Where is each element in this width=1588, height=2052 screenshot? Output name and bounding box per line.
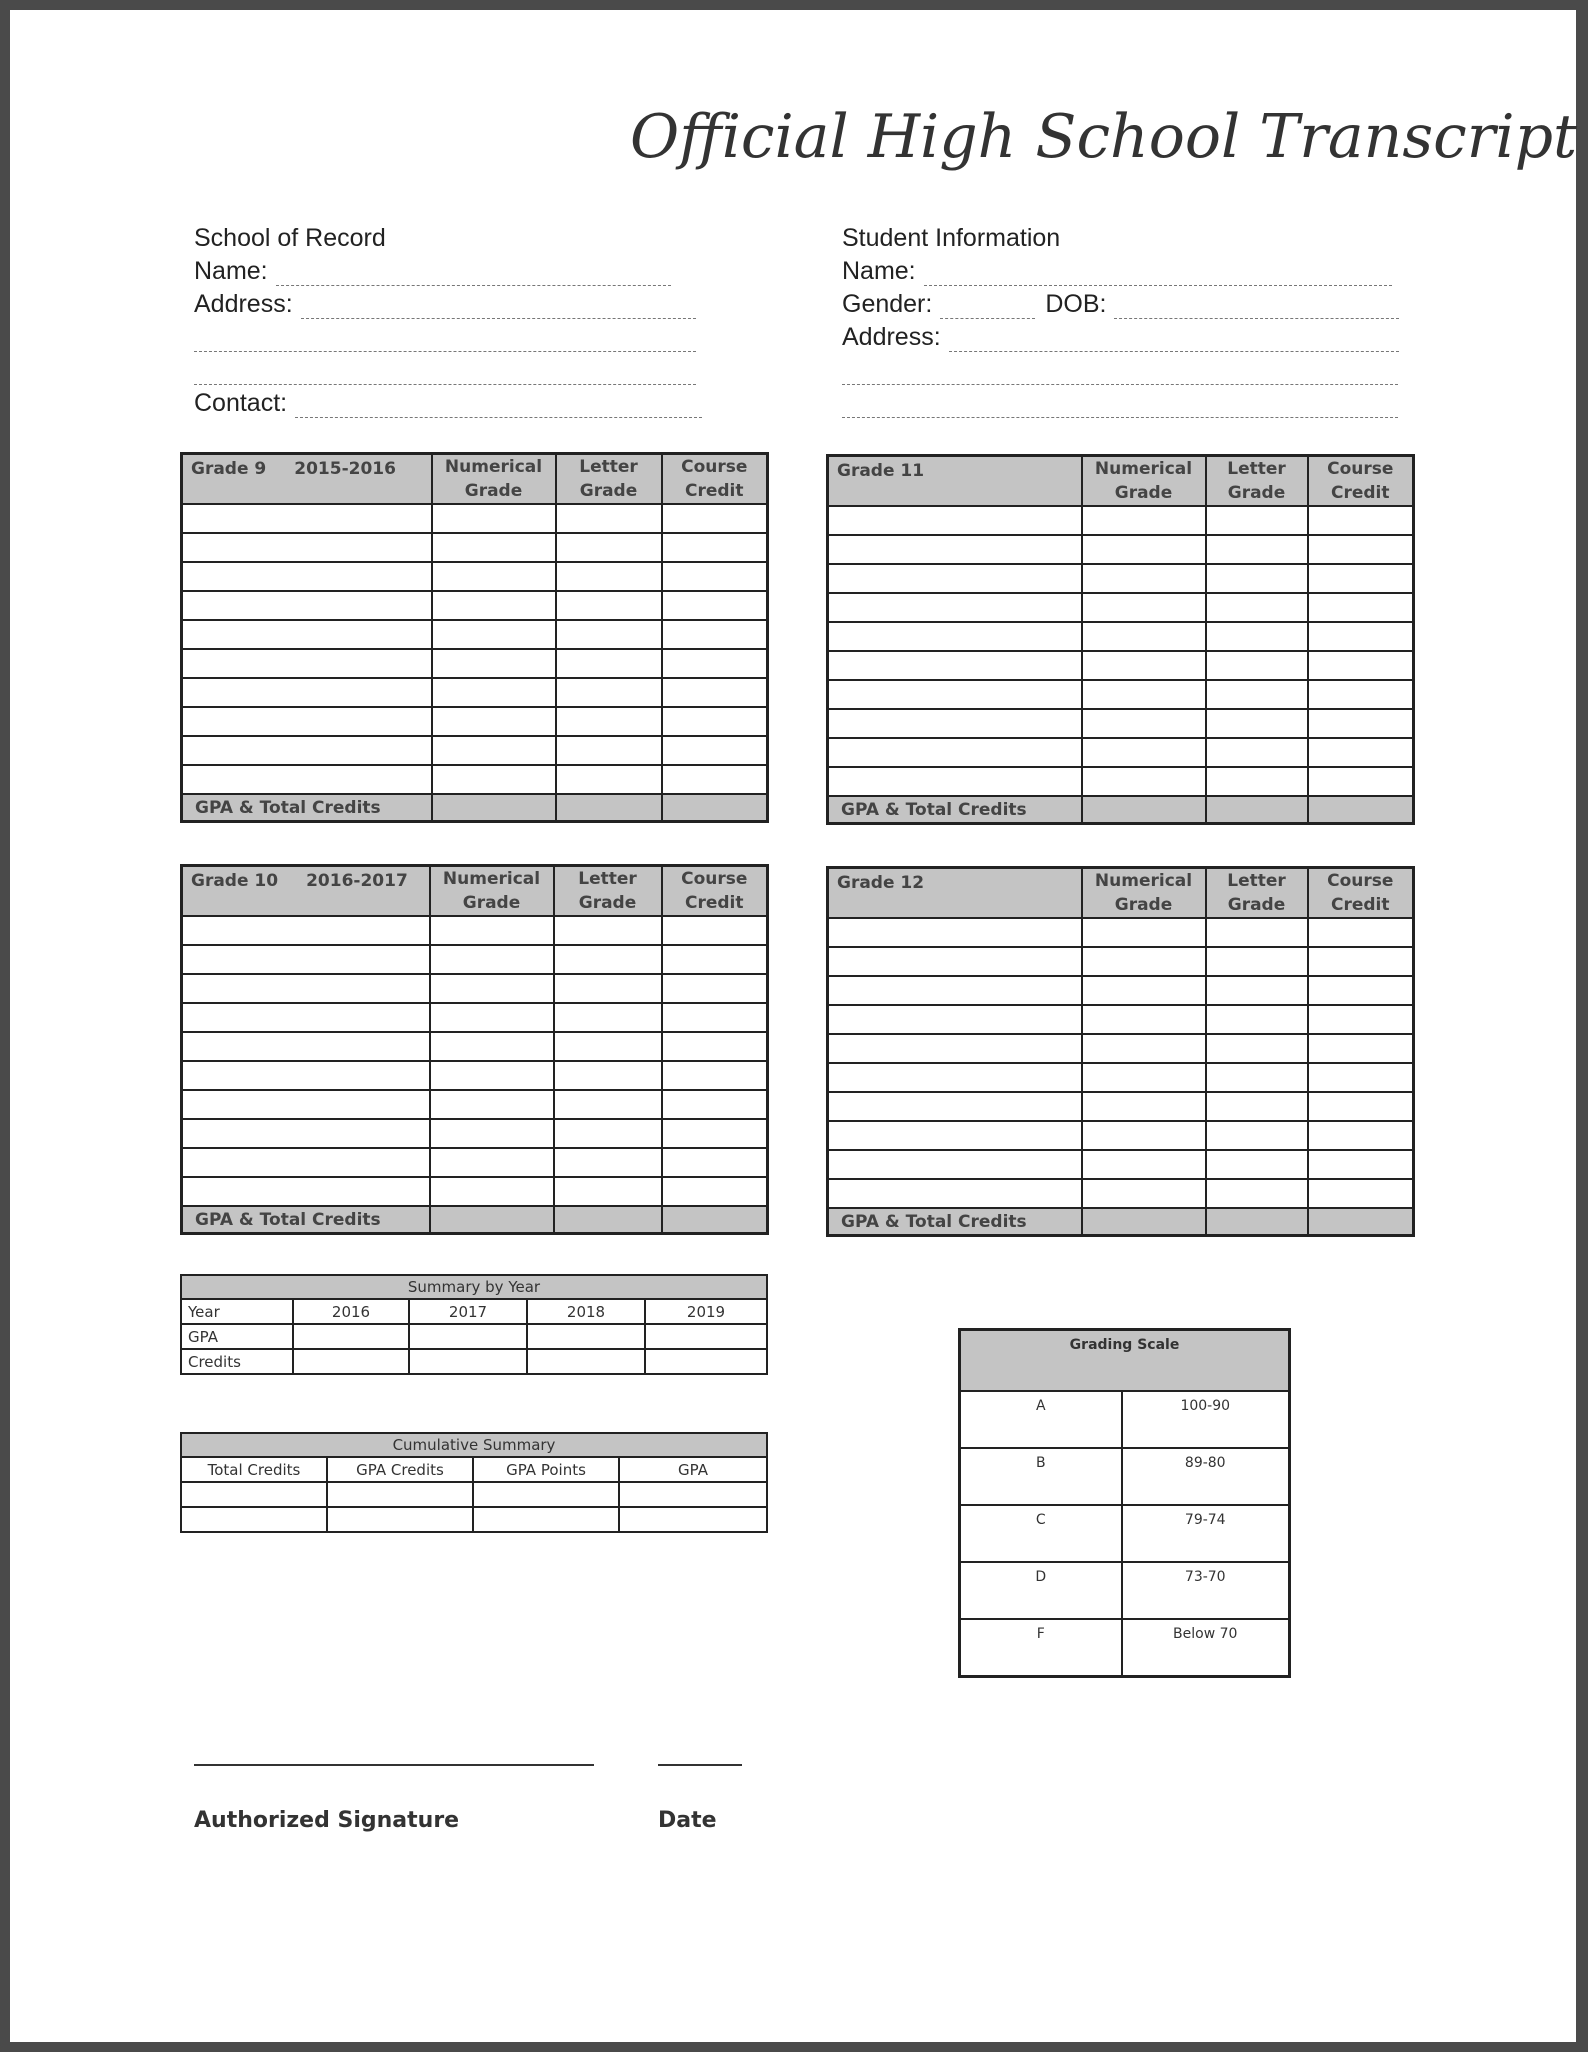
course-name-cell[interactable] [182,1177,430,1206]
course-name-cell[interactable] [182,945,430,974]
course-credit-header: Course [681,869,748,889]
school-of-record [194,220,702,418]
course-credit-header: Course [1327,871,1394,891]
numerical-grade-header: Numerical [444,457,543,477]
course-row [182,974,768,1003]
gpa-total-credits-label: GPA & Total Credits [828,1208,1082,1236]
course-row [828,767,1414,796]
course-row [828,680,1414,709]
grade-cell[interactable] [1308,651,1414,680]
course-name-cell[interactable] [828,1063,1082,1092]
credits-row-label: Credits [181,1349,293,1374]
grade-cell[interactable] [430,1119,554,1148]
gpa-total-credits-label: GPA & Total Credits [182,1206,430,1234]
grade-cell[interactable] [1308,535,1414,564]
grade-cell[interactable] [1206,947,1308,976]
year-2017: 2017 [409,1299,527,1324]
student-address-label: Address: [842,323,941,351]
grade-cell[interactable] [1082,1179,1206,1208]
year-2016: 2016 [293,1299,409,1324]
grade-cell[interactable] [1082,680,1206,709]
grade-cell[interactable] [1206,1034,1308,1063]
course-name-cell[interactable] [828,709,1082,738]
grade-12-table: Grade 12 Numerical Grade Letter Grade Course Credit GPA & Total Credits [826,866,1415,1237]
grade-cell[interactable] [1206,593,1308,622]
grade-cell[interactable] [432,562,556,591]
grade-cell[interactable] [1082,622,1206,651]
course-name-cell[interactable] [182,620,432,649]
credits-cell[interactable] [527,1349,645,1374]
course-row [828,1121,1414,1150]
grade-cell[interactable] [432,707,556,736]
cumulative-summary-table [180,1432,768,1533]
grade-cell[interactable] [554,1148,662,1177]
course-name-cell[interactable] [182,504,432,533]
course-name-cell[interactable] [828,767,1082,796]
course-row [828,1034,1414,1063]
grade-cell[interactable] [1082,535,1206,564]
grade-cell[interactable] [1308,738,1414,767]
course-row [828,1179,1414,1208]
gpa-points-header: GPA Points [473,1457,619,1482]
letter-grade-header: Letter [1227,459,1286,479]
school-name-label: Name: [194,257,268,285]
grade-cell[interactable] [430,1090,554,1119]
grade-cell[interactable] [662,707,768,736]
course-row [182,765,768,794]
student-dob-label: DOB: [1045,290,1107,318]
course-name-cell[interactable] [182,974,430,1003]
cumulative-summary-caption: Cumulative Summary [181,1433,767,1457]
gpa-cell[interactable] [527,1324,645,1349]
gpa-cell[interactable] [293,1324,409,1349]
grade-cell[interactable] [1206,1150,1308,1179]
course-row [828,1005,1414,1034]
grade-cell[interactable] [1206,622,1308,651]
grade-cell[interactable] [662,533,768,562]
course-name-cell[interactable] [182,916,430,945]
grade-cell[interactable] [1206,738,1308,767]
scale-range: 79-74 [1122,1505,1290,1562]
grade-9-table: Grade 9 2015-2016 Numerical Grade Letter Grade Course Credit GPA & Total Credits [180,452,769,823]
course-credit-header: Course [1327,459,1394,479]
course-name-cell[interactable] [828,947,1082,976]
grade-10-year: 2016-2017 [306,871,408,891]
grade-cell[interactable] [430,1061,554,1090]
scale-letter: C [960,1505,1122,1562]
grade-cell[interactable] [556,504,662,533]
grade-10-table: Grade 10 2016-2017 Numerical Grade Letter Grade Course Credit GPA & Total Credits [180,864,769,1235]
cumulative-cell[interactable] [181,1482,327,1507]
grade-cell[interactable] [430,945,554,974]
school-address-field[interactable] [301,296,696,319]
grade-cell[interactable] [1206,1005,1308,1034]
grade-cell[interactable] [1308,709,1414,738]
grade-cell[interactable] [1308,506,1414,535]
student-information [842,220,1399,418]
course-name-cell[interactable] [828,1150,1082,1179]
grade-cell[interactable] [1308,947,1414,976]
gpa-total-credits-label: GPA & Total Credits [182,794,432,822]
course-row [182,1090,768,1119]
year-2019: 2019 [645,1299,767,1324]
date-label: Date [658,1808,717,1833]
grade-cell[interactable] [1082,976,1206,1005]
course-row [182,945,768,974]
grade-cell[interactable] [662,562,768,591]
grade-cell[interactable] [662,1032,768,1061]
grade-cell[interactable] [1206,767,1308,796]
grade-cell[interactable] [662,1148,768,1177]
course-row [182,649,768,678]
course-name-cell[interactable] [828,918,1082,947]
grade-cell[interactable] [432,649,556,678]
school-contact-field[interactable] [295,395,702,418]
grade-cell[interactable] [556,562,662,591]
school-name-field[interactable] [276,263,671,286]
course-name-cell[interactable] [828,976,1082,1005]
letter-grade-header: Letter [1227,871,1286,891]
grading-scale-caption: Grading Scale [960,1330,1290,1392]
student-name-field[interactable] [924,263,1392,286]
scale-range: 89-80 [1122,1448,1290,1505]
gpa-header: GPA [619,1457,767,1482]
cumulative-cell[interactable] [619,1507,767,1532]
course-row [182,562,768,591]
grade-9-label: Grade 9 [191,459,267,479]
date-line[interactable] [658,1764,742,1766]
credits-cell[interactable] [293,1349,409,1374]
grading-scale-table [958,1328,1291,1678]
grade-cell[interactable] [662,1003,768,1032]
grade-cell[interactable] [1082,1092,1206,1121]
grade-cell[interactable] [556,707,662,736]
course-name-cell[interactable] [828,738,1082,767]
course-row [182,620,768,649]
course-name-cell[interactable] [182,562,432,591]
grade-cell[interactable] [662,649,768,678]
grade-cell[interactable] [556,736,662,765]
grade-cell[interactable] [662,974,768,1003]
grade-cell[interactable] [554,1003,662,1032]
course-name-cell[interactable] [182,736,432,765]
course-row [182,504,768,533]
grade-cell[interactable] [1206,709,1308,738]
grade-cell[interactable] [1206,680,1308,709]
grade-cell[interactable] [556,649,662,678]
course-name-cell[interactable] [828,680,1082,709]
grade-cell[interactable] [554,945,662,974]
summary-by-year-table [180,1274,768,1375]
grade-cell[interactable] [1308,622,1414,651]
grade-cell[interactable] [662,736,768,765]
grade-cell[interactable] [1082,506,1206,535]
year-label: Year [181,1299,293,1324]
school-address-label: Address: [194,290,293,318]
grade-cell[interactable] [662,765,768,794]
grade-cell[interactable] [432,765,556,794]
grade-9-year: 2015-2016 [294,459,396,479]
grade-cell[interactable] [1082,1150,1206,1179]
cumulative-cell[interactable] [327,1507,473,1532]
grade-cell[interactable] [554,1061,662,1090]
grade-cell[interactable] [432,678,556,707]
numerical-grade-header: Numerical [442,869,541,889]
course-row [828,535,1414,564]
course-row [828,976,1414,1005]
gpa-credits-header: GPA Credits [327,1457,473,1482]
grade-cell[interactable] [1082,593,1206,622]
grade-cell[interactable] [662,504,768,533]
grade-10-label: Grade 10 [191,871,279,891]
grade-cell[interactable] [556,620,662,649]
cumulative-cell[interactable] [619,1482,767,1507]
grade-cell[interactable] [662,620,768,649]
summary-by-year-caption: Summary by Year [181,1275,767,1299]
grade-cell[interactable] [430,1032,554,1061]
course-row [182,1119,768,1148]
student-address-line-3[interactable] [842,395,1398,418]
grade-cell[interactable] [1206,1063,1308,1092]
course-name-cell[interactable] [828,535,1082,564]
grade-cell[interactable] [1206,1092,1308,1121]
grade-cell[interactable] [430,974,554,1003]
letter-grade-header: Letter [578,869,637,889]
grade-cell[interactable] [556,678,662,707]
course-row [182,707,768,736]
grade-cell[interactable] [1308,976,1414,1005]
cumulative-cell[interactable] [473,1507,619,1532]
grade-cell[interactable] [1082,1034,1206,1063]
scale-range: Below 70 [1122,1619,1290,1677]
grade-cell[interactable] [554,1119,662,1148]
cumulative-cell[interactable] [473,1482,619,1507]
grade-cell[interactable] [554,1090,662,1119]
grade-cell[interactable] [1082,564,1206,593]
grade-cell[interactable] [1308,1034,1414,1063]
numerical-grade-header: Numerical [1094,871,1193,891]
grade-cell[interactable] [554,974,662,1003]
signature-line[interactable] [194,1764,594,1766]
grade-cell[interactable] [556,591,662,620]
grade-cell[interactable] [1206,976,1308,1005]
grade-cell[interactable] [1082,1005,1206,1034]
grade-cell[interactable] [662,1119,768,1148]
grade-cell[interactable] [1206,1179,1308,1208]
grade-cell[interactable] [1206,535,1308,564]
grade-cell[interactable] [1082,947,1206,976]
grade-12-label: Grade 12 [837,873,925,893]
grade-cell[interactable] [432,736,556,765]
course-name-cell[interactable] [182,649,432,678]
gpa-total-credits-label: GPA & Total Credits [828,796,1082,824]
school-address-line-3[interactable] [194,362,696,385]
course-name-cell[interactable] [182,1032,430,1061]
grade-cell[interactable] [1082,651,1206,680]
course-row [182,591,768,620]
gpa-row-label: GPA [181,1324,293,1349]
gpa-cell[interactable] [409,1324,527,1349]
grade-cell[interactable] [1308,564,1414,593]
course-row [828,1150,1414,1179]
course-credit-header: Course [681,457,748,477]
course-name-cell[interactable] [828,1034,1082,1063]
course-name-cell[interactable] [828,1121,1082,1150]
total-credits-header: Total Credits [181,1457,327,1482]
grade-cell[interactable] [1308,1150,1414,1179]
student-name-label: Name: [842,257,916,285]
course-name-cell[interactable] [828,506,1082,535]
numerical-grade-header: Numerical [1094,459,1193,479]
grade-cell[interactable] [662,945,768,974]
grade-11-label: Grade 11 [837,461,925,481]
grade-cell[interactable] [1082,918,1206,947]
grade-cell[interactable] [430,1003,554,1032]
grade-cell[interactable] [1082,1121,1206,1150]
grade-cell[interactable] [432,620,556,649]
grade-cell[interactable] [1308,918,1414,947]
scale-letter: A [960,1391,1122,1448]
course-name-cell[interactable] [182,1148,430,1177]
year-2018: 2018 [527,1299,645,1324]
course-name-cell[interactable] [828,1179,1082,1208]
student-gender-field[interactable] [940,296,1035,319]
grade-cell[interactable] [554,1177,662,1206]
course-row [828,709,1414,738]
credits-cell[interactable] [409,1349,527,1374]
school-contact-label: Contact: [194,389,288,417]
course-row [828,1063,1414,1092]
course-row [828,738,1414,767]
grade-cell[interactable] [430,916,554,945]
grade-cell[interactable] [1308,680,1414,709]
scale-letter: D [960,1562,1122,1619]
transcript-page [10,10,1576,2042]
grade-cell[interactable] [662,591,768,620]
course-row [828,593,1414,622]
course-row [182,1032,768,1061]
student-dob-field[interactable] [1114,296,1399,319]
scale-range: 100-90 [1122,1391,1290,1448]
grade-cell[interactable] [1206,1121,1308,1150]
grade-cell[interactable] [554,1032,662,1061]
grade-11-table: Grade 11 Numerical Grade Letter Grade Course Credit GPA & Total Credits [826,454,1415,825]
course-name-cell[interactable] [182,1090,430,1119]
grade-cell[interactable] [1308,1179,1414,1208]
course-row [828,651,1414,680]
course-name-cell[interactable] [182,591,432,620]
grade-cell[interactable] [1082,709,1206,738]
course-row [828,947,1414,976]
course-row [828,622,1414,651]
grade-cell[interactable] [1308,1092,1414,1121]
school-heading: School of Record [194,224,386,252]
scale-letter: B [960,1448,1122,1505]
page-title: Official High School Transcript [630,102,1578,172]
course-row [182,1177,768,1206]
grade-cell[interactable] [1308,593,1414,622]
course-name-cell[interactable] [182,678,432,707]
school-address-line-2[interactable] [194,329,696,352]
course-row [828,564,1414,593]
grade-cell[interactable] [662,1090,768,1119]
course-name-cell[interactable] [182,707,432,736]
course-name-cell[interactable] [828,1092,1082,1121]
grade-cell[interactable] [1308,1121,1414,1150]
grade-cell[interactable] [662,1177,768,1206]
grade-cell[interactable] [1082,767,1206,796]
gpa-cell[interactable] [645,1324,767,1349]
course-name-cell[interactable] [182,765,432,794]
grade-cell[interactable] [554,916,662,945]
grade-cell[interactable] [662,916,768,945]
scale-letter: F [960,1619,1122,1677]
course-row [182,916,768,945]
grade-cell[interactable] [662,1061,768,1090]
cumulative-cell[interactable] [327,1482,473,1507]
course-name-cell[interactable] [182,533,432,562]
credits-cell[interactable] [645,1349,767,1374]
grade-cell[interactable] [1308,767,1414,796]
course-row [182,533,768,562]
course-name-cell[interactable] [182,1061,430,1090]
grade-cell[interactable] [1082,738,1206,767]
grade-cell[interactable] [1082,1063,1206,1092]
letter-grade-header: Letter [579,457,638,477]
grade-cell[interactable] [430,1177,554,1206]
grade-cell[interactable] [556,533,662,562]
course-name-cell[interactable] [182,1119,430,1148]
grade-cell[interactable] [432,591,556,620]
grade-cell[interactable] [1308,1063,1414,1092]
scale-range: 73-70 [1122,1562,1290,1619]
course-name-cell[interactable] [828,564,1082,593]
grade-cell[interactable] [1308,1005,1414,1034]
grade-cell[interactable] [432,504,556,533]
course-row [828,506,1414,535]
course-name-cell[interactable] [828,593,1082,622]
course-name-cell[interactable] [828,1005,1082,1034]
grade-cell[interactable] [432,533,556,562]
cumulative-cell[interactable] [181,1507,327,1532]
course-row [182,1061,768,1090]
grade-cell[interactable] [1206,506,1308,535]
course-row [182,736,768,765]
grade-cell[interactable] [1206,564,1308,593]
course-row [182,1148,768,1177]
grade-cell[interactable] [556,765,662,794]
student-heading: Student Information [842,224,1061,252]
student-gender-label: Gender: [842,290,933,318]
grade-cell[interactable] [1206,918,1308,947]
grade-cell[interactable] [662,678,768,707]
student-address-field[interactable] [949,329,1399,352]
student-address-line-2[interactable] [842,362,1398,385]
course-row [828,918,1414,947]
course-name-cell[interactable] [182,1003,430,1032]
grade-cell[interactable] [430,1148,554,1177]
authorized-signature-label: Authorized Signature [194,1808,460,1833]
course-row [182,678,768,707]
course-name-cell[interactable] [828,651,1082,680]
course-name-cell[interactable] [828,622,1082,651]
grade-cell[interactable] [1206,651,1308,680]
course-row [182,1003,768,1032]
course-row [828,1092,1414,1121]
